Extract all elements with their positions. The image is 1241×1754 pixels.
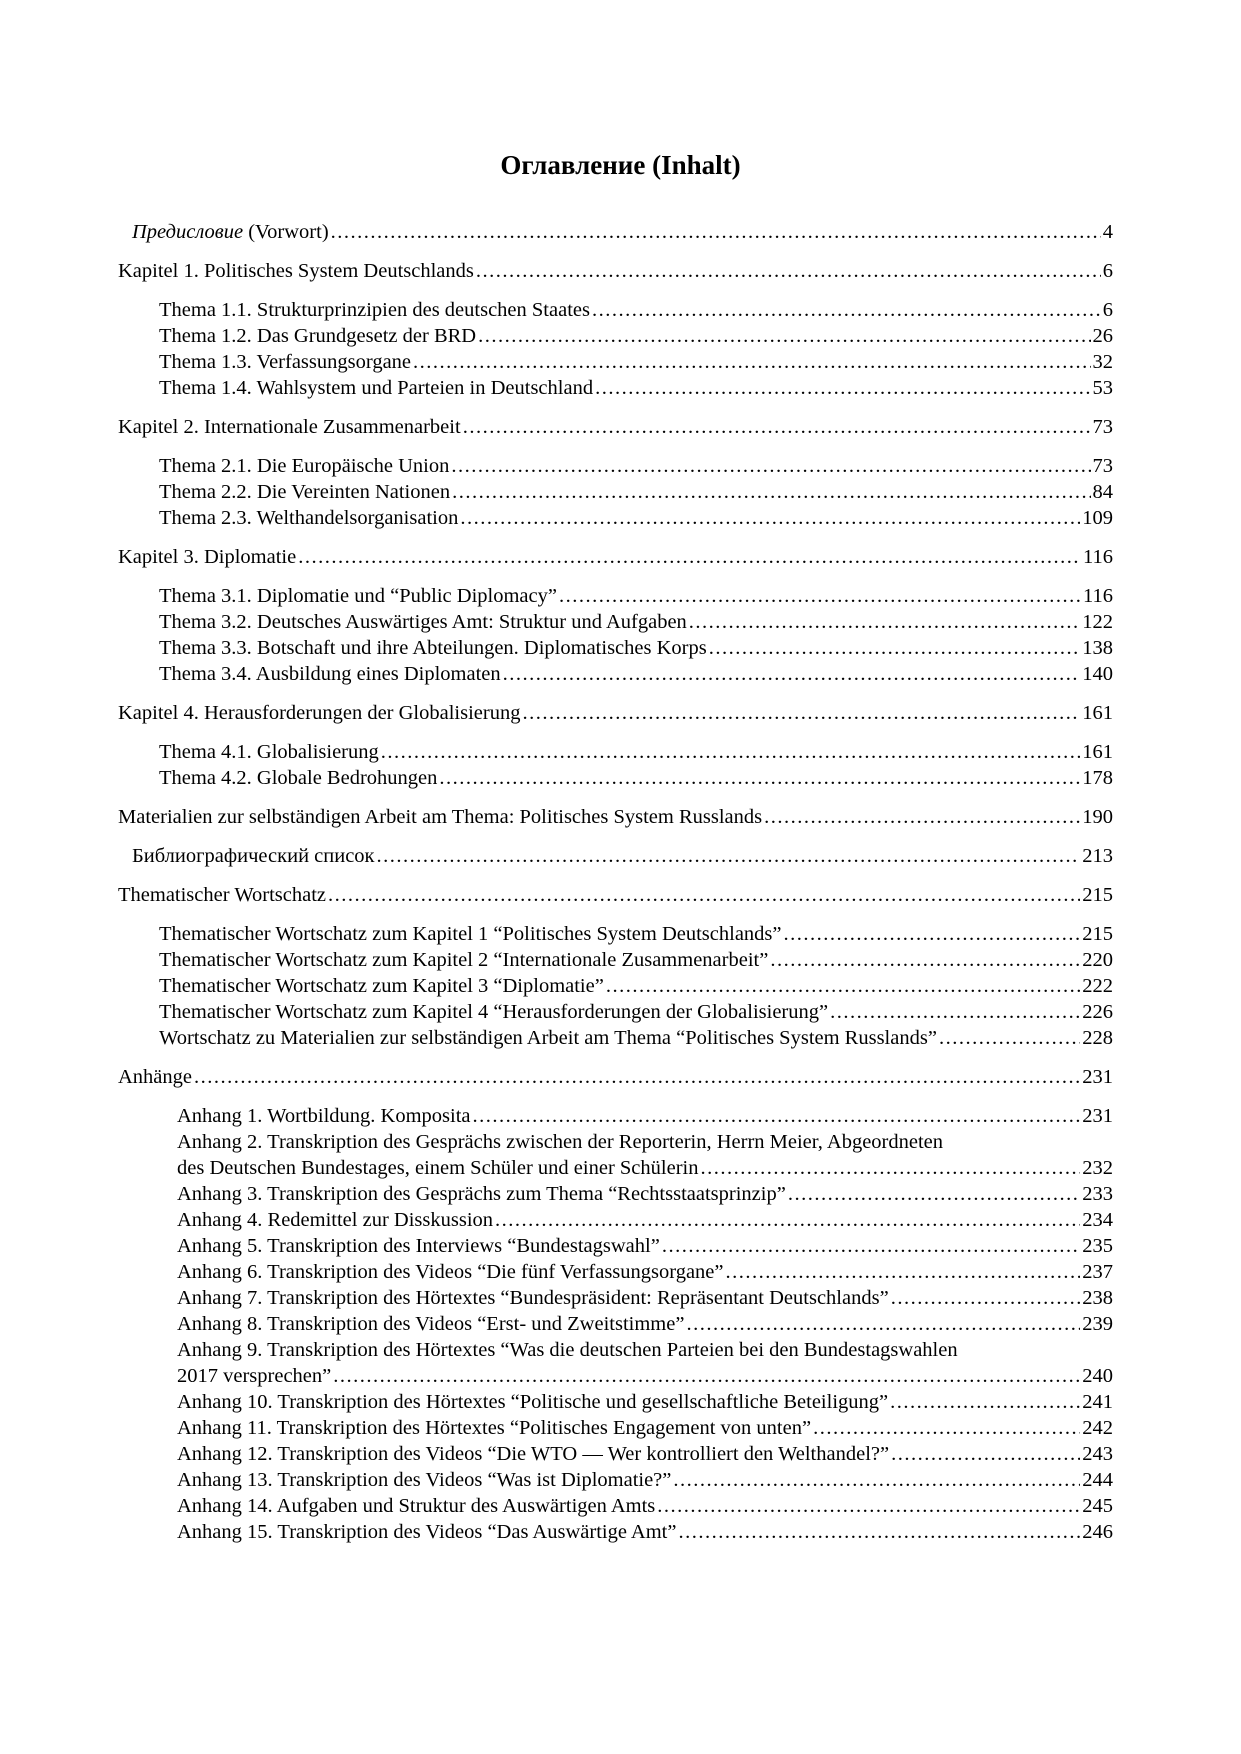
toc-entry-thema-2-2[interactable]: [159, 479, 1113, 505]
dot-leader: [700, 1155, 1080, 1181]
toc-entry-kapitel-3[interactable]: [118, 544, 1113, 570]
dot-leader: [595, 375, 1090, 401]
toc-label: Thematischer Wortschatz zum Kapitel 2 “Internationale Zusammenarbeit”: [159, 949, 769, 971]
toc-entry-anhang-13[interactable]: [177, 1467, 1113, 1493]
toc-page-number: 140: [1082, 663, 1113, 685]
toc-page-number: 4: [1102, 221, 1113, 243]
dot-leader: [678, 1519, 1080, 1545]
toc-page-number: 178: [1082, 767, 1113, 789]
toc-label: Kapitel 2. Internationale Zusammenarbeit: [118, 416, 461, 438]
dot-leader: [333, 1363, 1080, 1389]
toc-entry-materialien[interactable]: [118, 804, 1113, 830]
toc-label: 2017 versprechen”: [177, 1365, 332, 1387]
toc-entry-anhang-5[interactable]: [177, 1233, 1113, 1259]
dot-leader: [413, 349, 1090, 375]
toc-label: Anhang 8. Transkription des Videos “Erst- und Zweitstimme”: [177, 1313, 685, 1335]
toc-entry-thema-4-2[interactable]: [159, 765, 1113, 791]
toc-label: Kapitel 3. Diplomatie: [118, 546, 297, 568]
toc-page-number: 161: [1082, 702, 1113, 724]
toc-label: Thematischer Wortschatz zum Kapitel 1 “Politisches System Deutschlands”: [159, 923, 782, 945]
toc-page-number: 73: [1092, 416, 1113, 438]
toc-entry-thema-4-1[interactable]: [159, 739, 1113, 765]
toc-page-number: 32: [1092, 351, 1113, 373]
toc-entry-kapitel-1[interactable]: [118, 258, 1113, 284]
toc-label: Anhang 14. Aufgaben und Struktur des Auswärtigen Amts: [177, 1495, 656, 1517]
toc-label: Thema 3.1. Diplomatie und “Public Diplomacy”: [159, 585, 557, 607]
toc-entry-anhang-11[interactable]: [177, 1415, 1113, 1441]
toc-page-number: 245: [1082, 1495, 1113, 1517]
toc-page-number: 190: [1082, 806, 1113, 828]
toc-label: Anhang 12. Transkription des Videos “Die WTO — Wer kontrolliert den Welthandel?”: [177, 1443, 890, 1465]
toc-page-number: 220: [1082, 949, 1113, 971]
dot-leader: [559, 583, 1081, 609]
toc-entry-thema-2-1[interactable]: [159, 453, 1113, 479]
dot-leader: [939, 1025, 1080, 1051]
toc-page-number: 226: [1082, 1001, 1113, 1023]
dot-leader: [788, 1181, 1080, 1207]
toc-label: Anhang 10. Transkription des Hörtextes “Politische und gesellschaftliche Beteiligung”: [177, 1391, 889, 1413]
toc-entry-anhang-7[interactable]: [177, 1285, 1113, 1311]
dot-leader: [726, 1259, 1081, 1285]
dot-leader: [439, 765, 1080, 791]
toc-label: Thema 1.3. Verfassungsorgane: [159, 351, 412, 373]
dot-leader: [473, 1103, 1081, 1129]
toc-entry-anhaenge[interactable]: [118, 1064, 1113, 1090]
toc-entry-anhang-6[interactable]: [177, 1259, 1113, 1285]
toc-label-ru: Предисловие: [132, 221, 244, 243]
dot-leader: [784, 921, 1081, 947]
toc-page-number: 246: [1082, 1521, 1113, 1543]
toc-page-number: 116: [1083, 585, 1113, 607]
dot-leader: [689, 609, 1080, 635]
dot-leader: [592, 297, 1101, 323]
toc-entry-anhang-2[interactable]: [177, 1155, 1113, 1181]
toc-entry-anhang-9[interactable]: [177, 1363, 1113, 1389]
toc-page-number: 234: [1082, 1209, 1113, 1231]
toc-page-number: 233: [1082, 1183, 1113, 1205]
toc-page-number: 243: [1082, 1443, 1113, 1465]
toc-entry-wortschatz-5[interactable]: [159, 1025, 1113, 1051]
toc-label: Thematischer Wortschatz zum Kapitel 3 “Diplomatie”: [159, 975, 604, 997]
toc-label: Thema 3.2. Deutsches Auswärtiges Amt: Struktur und Aufgaben: [159, 611, 687, 633]
toc-entry-anhang-9-line-1[interactable]: Anhang 9. Transkription des Hörtextes “Was die deutschen Parteien bei den Bundestagswahlen: [177, 1339, 958, 1361]
dot-leader: [657, 1493, 1080, 1519]
toc-label: Anhang 13. Transkription des Videos “Was ist Diplomatie?”: [177, 1469, 672, 1491]
toc-page-number: 116: [1083, 546, 1113, 568]
toc-page-number: 122: [1082, 611, 1113, 633]
dot-leader: [377, 843, 1081, 869]
dot-leader: [606, 973, 1080, 999]
toc-label-de: (Vorwort): [248, 221, 329, 243]
toc-label: Thema 4.1. Globalisierung: [159, 741, 379, 763]
toc-entry-wortschatz-4[interactable]: [159, 999, 1113, 1025]
toc-page-number: 6: [1102, 299, 1113, 321]
toc-label: Anhänge: [118, 1066, 193, 1088]
toc-page-number: 26: [1092, 325, 1113, 347]
toc-page-number: 237: [1082, 1261, 1113, 1283]
page-title: Оглавление (Inhalt): [500, 150, 741, 180]
dot-leader: [686, 1311, 1080, 1337]
toc-label: Materialien zur selbständigen Arbeit am Thema: Politisches System Russlands: [118, 806, 763, 828]
toc-entry-anhang-3[interactable]: [177, 1181, 1113, 1207]
toc-label: Anhang 7. Transkription des Hörtextes “Bundespräsident: Repräsentant Deutschlands”: [177, 1287, 889, 1309]
toc-entry-anhang-15[interactable]: [177, 1519, 1113, 1545]
dot-leader: [891, 1441, 1080, 1467]
toc-label: Thema 2.2. Die Vereinten Nationen: [159, 481, 451, 503]
toc-entry-thema-3-1[interactable]: [159, 583, 1113, 609]
toc-page-number: 53: [1092, 377, 1113, 399]
toc-entry-kapitel-2[interactable]: [118, 414, 1113, 440]
toc-entry-thema-3-4[interactable]: [159, 661, 1113, 687]
toc-label: des Deutschen Bundestages, einem Schüler und einer Schülerin: [177, 1157, 699, 1179]
toc-page-number: 215: [1082, 923, 1113, 945]
dot-leader: [764, 804, 1080, 830]
toc-entry-vorwort[interactable]: [132, 219, 1113, 245]
dot-leader: [331, 219, 1101, 245]
dot-leader: [463, 414, 1091, 440]
toc-label: Thema 1.2. Das Grundgesetz der BRD: [159, 325, 477, 347]
toc-label: Thematischer Wortschatz zum Kapitel 4 “Herausforderungen der Globalisierung”: [159, 1001, 829, 1023]
dot-leader: [194, 1064, 1080, 1090]
toc-entry-wortschatz-3[interactable]: [159, 973, 1113, 999]
toc-label: Kapitel 1. Politisches System Deutschlands: [118, 260, 474, 282]
toc-page-number: 244: [1082, 1469, 1113, 1491]
toc-page-number: 215: [1082, 884, 1113, 906]
toc-label: Thema 3.3. Botschaft und ihre Abteilungen. Diplomatisches Korps: [159, 637, 707, 659]
toc-entry-thema-1-1[interactable]: [159, 297, 1113, 323]
dot-leader: [478, 323, 1090, 349]
toc-label: Thema 1.4. Wahlsystem und Parteien in Deutschland: [159, 377, 594, 399]
toc-label: Anhang 1. Wortbildung. Komposita: [177, 1105, 471, 1127]
toc-page-number: 228: [1082, 1027, 1113, 1049]
dot-leader: [891, 1285, 1081, 1311]
toc-entry-thema-2-3[interactable]: [159, 505, 1113, 531]
dot-leader: [770, 947, 1080, 973]
toc-label: Anhang 15. Transkription des Videos “Das Auswärtige Amt”: [177, 1521, 677, 1543]
toc-page-number: 109: [1082, 507, 1113, 529]
toc-page-number: 6: [1102, 260, 1113, 282]
toc-label: Thema 2.1. Die Europäische Union: [159, 455, 450, 477]
dot-leader: [451, 453, 1090, 479]
toc-entry-wortschatz-1[interactable]: [159, 921, 1113, 947]
toc-entry-thema-3-2[interactable]: [159, 609, 1113, 635]
toc-label: Thema 1.1. Strukturprinzipien des deutschen Staates: [159, 299, 590, 321]
toc-page-number: 241: [1082, 1391, 1113, 1413]
toc-entry-thema-1-3[interactable]: [159, 349, 1113, 375]
toc-page-number: 213: [1082, 845, 1113, 867]
toc-page-number: 240: [1082, 1365, 1113, 1387]
toc-label: Anhang 4. Redemittel zur Disskussion: [177, 1209, 494, 1231]
dot-leader: [298, 544, 1081, 570]
toc-label: Anhang 5. Transkription des Interviews “Bundestagswahl”: [177, 1235, 660, 1257]
toc-entry-anhang-8[interactable]: [177, 1311, 1113, 1337]
toc-entry-anhang-1[interactable]: [177, 1103, 1113, 1129]
toc-page-number: 231: [1082, 1066, 1113, 1088]
toc-entry-kapitel-4[interactable]: [118, 700, 1113, 726]
toc-page-number: 84: [1092, 481, 1113, 503]
dot-leader: [328, 882, 1080, 908]
dot-leader: [813, 1415, 1080, 1441]
toc-entry-bibliographie[interactable]: [132, 843, 1113, 869]
toc-page-number: 231: [1082, 1105, 1113, 1127]
toc-page-number: 222: [1082, 975, 1113, 997]
toc-entry-wortschatz-2[interactable]: [159, 947, 1113, 973]
toc-entry-anhang-12[interactable]: [177, 1441, 1113, 1467]
toc-entry-anhang-10[interactable]: [177, 1389, 1113, 1415]
toc-label: Anhang 11. Transkription des Hörtextes “Politisches Engagement von unten”: [177, 1417, 812, 1439]
toc-entry-anhang-4[interactable]: [177, 1207, 1113, 1233]
dot-leader: [381, 739, 1080, 765]
dot-leader: [662, 1233, 1080, 1259]
dot-leader: [830, 999, 1080, 1025]
toc-page-number: 235: [1082, 1235, 1113, 1257]
toc-page-number: 238: [1082, 1287, 1113, 1309]
toc-entry-thema-1-2[interactable]: [159, 323, 1113, 349]
toc-entry-thema-1-4[interactable]: [159, 375, 1113, 401]
toc-label: Kapitel 4. Herausforderungen der Globalisierung: [118, 702, 521, 724]
toc-entry-thema-3-3[interactable]: [159, 635, 1113, 661]
toc-label: Thema 4.2. Globale Bedrohungen: [159, 767, 438, 789]
dot-leader: [503, 661, 1081, 687]
toc-label: Anhang 3. Transkription des Gesprächs zum Thema “Rechtsstaatsprinzip”: [177, 1183, 786, 1205]
toc-page-number: 138: [1082, 637, 1113, 659]
toc-label: Thema 3.4. Ausbildung eines Diplomaten: [159, 663, 501, 685]
toc-page-number: 73: [1092, 455, 1113, 477]
dot-leader: [709, 635, 1081, 661]
toc-page-number: 239: [1082, 1313, 1113, 1335]
toc-entry-wortschatz[interactable]: [118, 882, 1113, 908]
dot-leader: [495, 1207, 1080, 1233]
toc-page-number: 242: [1082, 1417, 1113, 1439]
dot-leader: [460, 505, 1080, 531]
dot-leader: [673, 1467, 1080, 1493]
toc-label: Библиографический список: [132, 845, 375, 867]
dot-leader: [476, 258, 1101, 284]
toc-label: Wortschatz zu Materialien zur selbständigen Arbeit am Thema “Politisches System Russlands”: [159, 1027, 937, 1049]
toc-entry-anhang-2-line-1[interactable]: Anhang 2. Transkription des Gesprächs zwischen der Reporterin, Herrn Meier, Abgeordneten: [177, 1131, 944, 1153]
toc-entry-anhang-14[interactable]: [177, 1493, 1113, 1519]
dot-leader: [522, 700, 1080, 726]
dot-leader: [452, 479, 1090, 505]
toc-label: Thematischer Wortschatz: [118, 884, 327, 906]
toc-page-number: 232: [1082, 1157, 1113, 1179]
toc-label: Anhang 6. Transkription des Videos “Die fünf Verfassungsorgane”: [177, 1261, 724, 1283]
dot-leader: [890, 1389, 1080, 1415]
toc-label: Thema 2.3. Welthandelsorganisation: [159, 507, 459, 529]
toc-page-number: 161: [1082, 741, 1113, 763]
